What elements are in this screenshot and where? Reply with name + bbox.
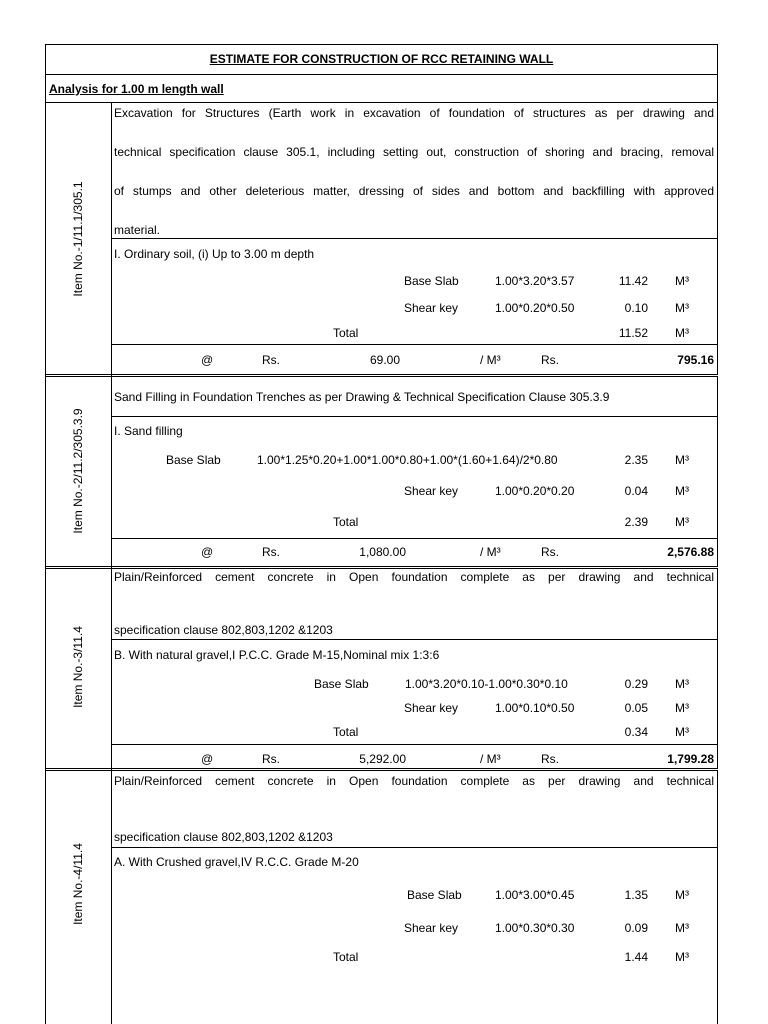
row-formula: 1.00*0.20*0.20: [495, 484, 575, 498]
amount-currency: Rs.: [541, 752, 559, 766]
description-line: of stumps and other deleterious matter, dressing of sides and bottom and backfilling with approved: [114, 184, 714, 198]
sub-heading: I. Ordinary soil, (i) Up to 3.00 m depth: [114, 247, 315, 261]
row-unit: M³: [675, 453, 689, 467]
row-unit: M³: [675, 701, 689, 715]
rate-at: @: [201, 752, 214, 766]
description-line: Plain/Reinforced cement concrete in Open foundation complete as per drawing and technical: [114, 570, 714, 584]
total-quantity: 2.39: [624, 515, 648, 529]
rate-value: 69.00: [369, 353, 400, 367]
row-unit: M³: [675, 921, 689, 935]
row-formula: 1.00*3.00*0.45: [495, 888, 575, 902]
border-left: [45, 44, 46, 1024]
rate-currency: Rs.: [262, 545, 280, 559]
divider-item2-total: [111, 538, 718, 539]
rate-at: @: [201, 353, 214, 367]
description-line: Sand Filling in Foundation Trenches as per Drawing & Technical Specification Clause 305.3.9: [114, 390, 610, 404]
amount-value: 795.16: [677, 353, 714, 367]
item-number: Item No.-4/11.4: [71, 843, 85, 925]
divider-title: [45, 74, 718, 75]
row-label: Base Slab: [314, 677, 369, 691]
item-number: Item No.-2/11.2/305.3.9: [71, 408, 85, 534]
row-quantity: 0.29: [624, 677, 648, 691]
row-unit: M³: [675, 301, 689, 315]
row-label: Shear key: [404, 701, 459, 715]
page-title: ESTIMATE FOR CONSTRUCTION OF RCC RETAINING WALL: [209, 52, 554, 66]
total-unit: M³: [675, 515, 689, 529]
description-line: Excavation for Structures (Earth work in excavation of foundation of structures as per drawing and: [114, 106, 714, 120]
rate-at: @: [201, 545, 214, 559]
row-unit: M³: [675, 888, 689, 902]
rate-per-unit: / M³: [480, 545, 501, 559]
row-quantity: 0.10: [624, 301, 648, 315]
divider-item3-end-b: [45, 770, 718, 771]
total-quantity: 1.44: [624, 950, 648, 964]
total-quantity: 0.34: [624, 725, 648, 739]
rate-value: 1,080.00: [359, 545, 406, 559]
border-right-3: [717, 568, 718, 768]
divider-item3-total: [111, 744, 718, 745]
rate-currency: Rs.: [262, 353, 280, 367]
row-quantity: 0.05: [624, 701, 648, 715]
amount-currency: Rs.: [541, 545, 559, 559]
divider-item3-end-a: [45, 768, 718, 769]
total-label: Total: [333, 326, 359, 340]
total-unit: M³: [675, 950, 689, 964]
border-right-1: [717, 44, 718, 374]
description-line: Plain/Reinforced cement concrete in Open foundation complete as per drawing and technical: [114, 774, 714, 788]
divider-item1-total: [111, 344, 718, 345]
total-label: Total: [333, 950, 359, 964]
sub-heading: B. With natural gravel,I P.C.C. Grade M-15,Nominal mix 1:3:6: [114, 648, 440, 662]
row-formula: 1.00*3.20*3.57: [495, 274, 575, 288]
description-line: specification clause 802,803,1202 &1203: [114, 623, 333, 637]
row-formula: 1.00*1.25*0.20+1.00*1.00*0.80+1.00*(1.60+1.64)/2*0.80: [257, 453, 558, 467]
row-formula: 1.00*3.20*0.10-1.00*0.30*0.10: [405, 677, 568, 691]
border-top: [45, 44, 718, 45]
item-column-divider: [111, 102, 112, 1024]
amount-value: 2,576.88: [667, 545, 714, 559]
row-formula: 1.00*0.30*0.30: [495, 921, 575, 935]
rate-value: 5,292.00: [359, 752, 406, 766]
row-unit: M³: [675, 677, 689, 691]
divider-item4-desc: [111, 847, 718, 848]
total-quantity: 11.52: [618, 326, 648, 340]
row-quantity: 1.35: [624, 888, 648, 902]
sub-heading: A. With Crushed gravel,IV R.C.C. Grade M-20: [114, 855, 359, 869]
total-unit: M³: [675, 326, 689, 340]
amount-value: 1,799.28: [667, 752, 714, 766]
row-quantity: 0.09: [624, 921, 648, 935]
rate-per-unit: / M³: [480, 353, 501, 367]
row-quantity: 0.04: [624, 484, 648, 498]
divider-analysis: [45, 102, 718, 103]
rate-currency: Rs.: [262, 752, 280, 766]
row-label: Shear key: [404, 301, 459, 315]
divider-item2-desc: [111, 416, 718, 417]
sub-heading: I. Sand filling: [114, 424, 183, 438]
row-unit: M³: [675, 274, 689, 288]
divider-item3-desc: [111, 639, 718, 640]
total-unit: M³: [675, 725, 689, 739]
border-right-4: [717, 770, 718, 1024]
analysis-heading: Analysis for 1.00 m length wall: [49, 82, 224, 96]
item-number: Item No.-1/11.1/305.1: [71, 181, 85, 297]
rate-per-unit: / M³: [480, 752, 501, 766]
divider-item1-end-a: [45, 374, 718, 375]
description-line: technical specification clause 305.1, including setting out, construction of shoring and bracing, removal: [114, 145, 714, 159]
amount-currency: Rs.: [541, 353, 559, 367]
row-quantity: 2.35: [624, 453, 648, 467]
description-line: specification clause 802,803,1202 &1203: [114, 830, 333, 844]
description-line: material.: [114, 223, 161, 237]
row-label: Shear key: [404, 921, 459, 935]
row-formula: 1.00*0.20*0.50: [495, 301, 575, 315]
row-label: Base Slab: [166, 453, 221, 467]
row-label: Base Slab: [404, 274, 459, 288]
row-label: Base Slab: [407, 888, 462, 902]
row-unit: M³: [675, 484, 689, 498]
row-formula: 1.00*0.10*0.50: [495, 701, 575, 715]
divider-item1-desc: [111, 238, 718, 239]
item-number: Item No.-3/11.4: [71, 626, 85, 708]
row-label: Shear key: [404, 484, 459, 498]
row-quantity: 11.42: [618, 274, 648, 288]
divider-item2-end-b: [45, 568, 718, 569]
total-label: Total: [333, 515, 359, 529]
divider-item1-end-b: [45, 376, 718, 377]
total-label: Total: [333, 725, 359, 739]
divider-item2-end-a: [45, 566, 718, 567]
